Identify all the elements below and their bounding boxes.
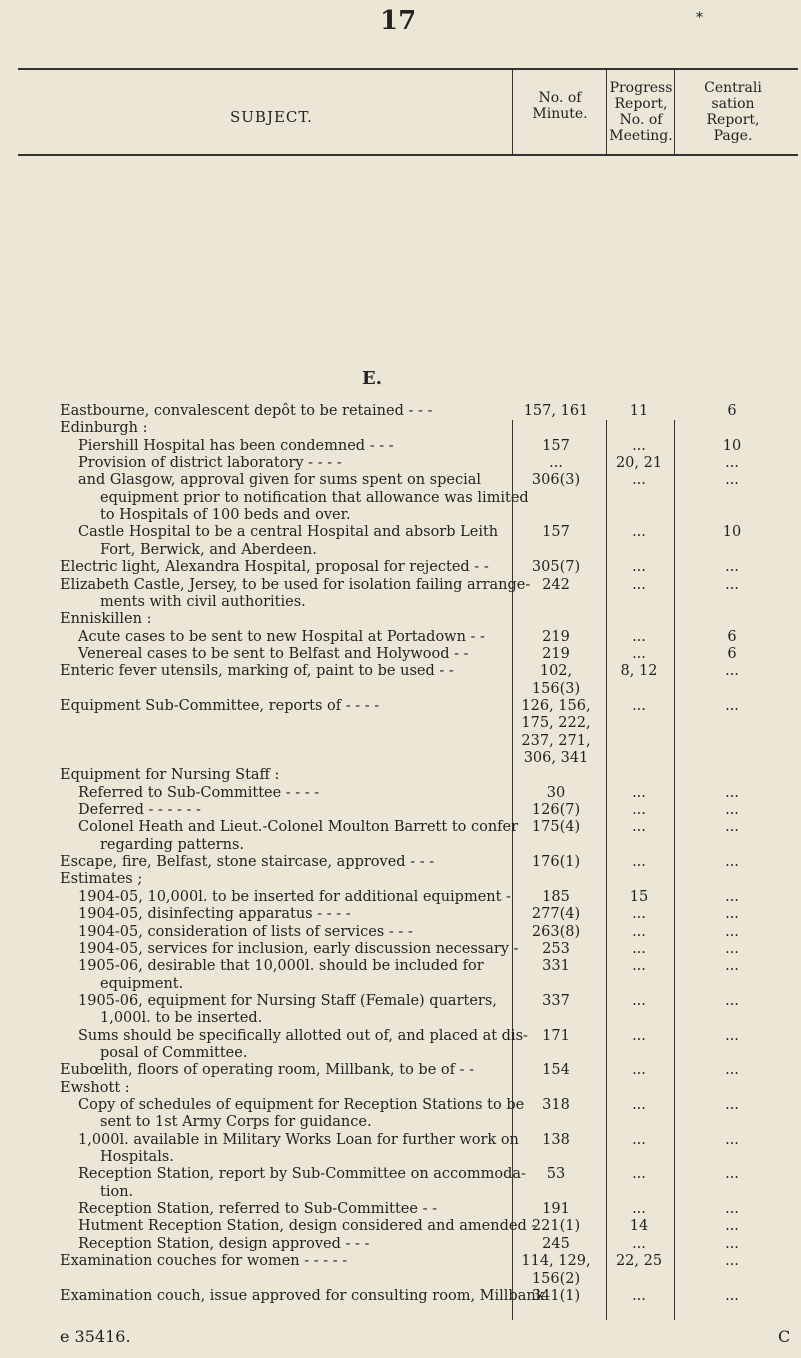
entry-centralisation-page: ... [725, 888, 739, 905]
entry-centralisation-page: ... [725, 958, 739, 975]
entry-subject: Acute cases to be sent to new Hospital at Portadown - - [78, 628, 485, 645]
entry-progress-report: ... [632, 1062, 646, 1079]
entry-progress-report: ... [632, 1287, 646, 1304]
entry-subject: 1905-06, desirable that 10,000l. should be included for [78, 958, 484, 975]
entry-minute-number: 157 [542, 524, 570, 541]
entry-minute-number: 126, 156, [521, 697, 591, 714]
entry-subject: Reception Station, report by Sub-Committee on accommoda- [78, 1166, 526, 1183]
entry-minute-number: 305(7) [531, 559, 581, 576]
entry-subject: and Glasgow, approval given for sums spent on special [78, 472, 482, 489]
entry-minute-number: 277(4) [531, 906, 581, 923]
centralisation-header-line-1: Centrali [704, 80, 762, 96]
entry-minute-number: 341(1) [531, 1287, 581, 1304]
entry-centralisation-page: ... [725, 923, 739, 940]
entry-minute-number: 318 [542, 1097, 570, 1113]
entry-progress-report: ... [632, 1131, 646, 1148]
entry-centralisation-page: ... [725, 802, 739, 819]
entry-centralisation-page: ... [725, 576, 739, 593]
entry-progress-report: ... [632, 819, 646, 836]
entry-progress-report: ... [632, 697, 646, 714]
entry-subject: Copy of schedules of equipment for Reception Stations to be [78, 1097, 525, 1113]
entry-subject: 1,000l. to be inserted. [100, 1010, 263, 1027]
entry-centralisation-page: 6 [727, 403, 737, 419]
column-divider-2 [606, 420, 607, 1320]
entry-progress-report: ... [632, 958, 646, 975]
entry-subject: posal of Committee. [100, 1044, 248, 1061]
entry-subject: Escape, fire, Belfast, stone staircase, approved - - - [60, 854, 435, 871]
entry-centralisation-page: ... [725, 697, 739, 714]
entry-progress-report: ... [632, 1027, 646, 1044]
entry-progress-report: ... [632, 1201, 646, 1218]
entry-minute-number: 114, 129, [521, 1253, 591, 1270]
entry-centralisation-page: ... [725, 1027, 739, 1044]
entry-subject: Eubœlith, floors of operating room, Millbank, to be of - - [60, 1062, 475, 1079]
entry-centralisation-page: ... [725, 1062, 739, 1079]
entry-centralisation-page: ... [725, 784, 739, 801]
entry-centralisation-page: ... [725, 1253, 739, 1270]
entry-subject: Referred to Sub-Committee - - - - [78, 784, 320, 801]
entry-progress-report: ... [632, 576, 646, 593]
entry-subject: Enteric fever utensils, marking of, paint to be used - - [60, 663, 454, 680]
entry-progress-report: ... [632, 437, 646, 454]
header-bottom-rule [18, 154, 798, 156]
progress-header [608, 80, 674, 144]
entry-centralisation-page: ... [725, 1218, 739, 1235]
entry-subject: Eastbourne, convalescent depôt to be retained - - - [60, 403, 433, 419]
entry-centralisation-page: ... [725, 1131, 739, 1148]
entry-subject: Enniskillen : [60, 611, 152, 628]
entry-progress-report: ... [632, 906, 646, 923]
entry-progress-report: ... [632, 923, 646, 940]
top-rule [18, 68, 798, 70]
entry-minute-number: 175(4) [531, 819, 581, 836]
entry-minute-number: 331 [542, 958, 570, 975]
entry-progress-report: ... [632, 524, 646, 541]
entry-centralisation-page: 6 [727, 628, 737, 645]
entry-subject: Castle Hospital to be a central Hospital and absorb Leith [78, 524, 499, 541]
entry-subject: ments with civil authorities. [100, 593, 306, 610]
entry-minute-number: 154 [542, 1062, 570, 1079]
entry-subject: tion. [100, 1183, 134, 1200]
section-letter: E. [362, 368, 382, 389]
entry-progress-report: ... [632, 472, 646, 489]
entry-progress-report: 15 [629, 888, 649, 905]
entry-minute-number: 171 [542, 1027, 570, 1044]
entry-minute-number: 157, 161 [523, 403, 589, 419]
entry-minute-number: 219 [542, 645, 570, 662]
minute-header-line-1: No. of [538, 90, 582, 106]
entry-centralisation-page: ... [725, 906, 739, 923]
entry-subject: Ewshott : [60, 1079, 130, 1096]
entry-centralisation-page: ... [725, 472, 739, 489]
entry-minute-number: 263(8) [531, 923, 581, 940]
entry-minute-number: 156(3) [531, 680, 581, 697]
entry-minute-number: 245 [542, 1235, 570, 1252]
entry-minute-number: 53 [546, 1166, 566, 1183]
entry-subject: Reception Station, design approved - - - [78, 1235, 370, 1252]
footer-mark: C [778, 1327, 791, 1346]
page-number: 17 [380, 6, 417, 36]
header-divider-3 [674, 70, 675, 154]
entry-minute-number: 219 [542, 628, 570, 645]
progress-header-line-1: Progress [609, 80, 673, 96]
entry-progress-report: 20, 21 [615, 455, 663, 472]
entry-subject: Provision of district laboratory - - - - [78, 455, 342, 472]
entry-subject: Hospitals. [100, 1149, 174, 1166]
entry-subject: regarding patterns. [100, 836, 245, 853]
entry-subject: to Hospitals of 100 beds and over. [100, 507, 351, 524]
entry-subject: 1,000l. available in Military Works Loan for further work on [78, 1131, 519, 1148]
entry-progress-report: ... [632, 854, 646, 871]
entry-minute-number: 191 [542, 1201, 570, 1218]
entry-minute-number: 237, 271, [521, 732, 591, 749]
entry-subject: Electric light, Alexandra Hospital, proposal for rejected - - [60, 559, 489, 576]
minute-header [516, 90, 604, 122]
entry-centralisation-page: ... [725, 1097, 739, 1113]
entry-subject: Equipment for Nursing Staff : [60, 767, 280, 784]
centralisation-header-line-3: Report, [706, 112, 760, 128]
entry-progress-report: 11 [629, 403, 649, 419]
entry-subject: Equipment Sub-Committee, reports of - - - - [60, 697, 380, 714]
entry-minute-number: 306, 341 [523, 750, 589, 766]
entry-subject: 1904-05, services for inclusion, early discussion necessary - [78, 940, 519, 957]
minute-header-line-2: Minute. [532, 106, 588, 122]
entry-progress-report: ... [632, 784, 646, 801]
subject-header: SUBJECT. [230, 108, 313, 126]
entry-centralisation-page: ... [725, 1166, 739, 1183]
entry-progress-report: ... [632, 1166, 646, 1183]
entry-subject: 1904-05, 10,000l. to be inserted for additional equipment - [78, 888, 511, 905]
entry-subject: Colonel Heath and Lieut.-Colonel Moulton Barrett to confer [78, 819, 519, 836]
entry-centralisation-page: ... [725, 663, 739, 680]
entry-minute-number: 126(7) [531, 802, 581, 819]
entry-progress-report: ... [632, 992, 646, 1009]
entry-progress-report: ... [632, 940, 646, 957]
entry-minute-number: 185 [542, 888, 570, 905]
entry-subject: 1905-06, equipment for Nursing Staff (Female) quarters, [78, 992, 497, 1009]
entry-progress-report: ... [632, 1235, 646, 1252]
entry-centralisation-page: 10 [722, 524, 742, 541]
entry-minute-number: 175, 222, [521, 715, 591, 732]
entry-subject: equipment prior to notification that allowance was limited [100, 489, 529, 506]
entry-minute-number: 253 [542, 940, 570, 957]
entry-subject: Reception Station, referred to Sub-Committee - - [78, 1201, 437, 1218]
entry-subject: Examination couches for women - - - - - [60, 1253, 348, 1270]
entry-centralisation-page: ... [725, 1201, 739, 1218]
corner-mark: * [696, 10, 703, 26]
entry-subject: Fort, Berwick, and Aberdeen. [100, 541, 317, 558]
entry-progress-report: 8, 12 [620, 663, 658, 680]
entry-minute-number: 102, [539, 663, 573, 680]
entry-progress-report: ... [632, 628, 646, 645]
entry-minute-number: 138 [542, 1131, 570, 1148]
entry-centralisation-page: ... [725, 992, 739, 1009]
entry-centralisation-page: 10 [722, 437, 742, 454]
entry-centralisation-page: ... [725, 854, 739, 871]
entry-subject: Deferred - - - - - - [78, 802, 201, 819]
entry-subject: sent to 1st Army Corps for guidance. [100, 1114, 372, 1131]
entry-progress-report: ... [632, 645, 646, 662]
entry-progress-report: ... [632, 1097, 646, 1113]
entry-minute-number: 176(1) [531, 854, 581, 871]
entry-minute-number: 30 [546, 784, 566, 801]
entry-minute-number: 337 [542, 992, 570, 1009]
centralisation-header-line-2: sation [711, 96, 755, 112]
column-divider-3 [674, 420, 675, 1320]
entry-centralisation-page: ... [725, 819, 739, 836]
entry-subject: Edinburgh : [60, 420, 148, 437]
entry-subject: Hutment Reception Station, design considered and amended - [78, 1218, 537, 1235]
entry-minute-number: 156(2) [531, 1270, 581, 1287]
entry-subject: Elizabeth Castle, Jersey, to be used for isolation failing arrange- [60, 576, 531, 593]
footer-reference: e 35416. [60, 1327, 131, 1346]
entry-progress-report: ... [632, 559, 646, 576]
progress-header-line-4: Meeting. [609, 128, 673, 144]
entry-subject: Sums should be specifically allotted out of, and placed at dis- [78, 1027, 528, 1044]
entry-minute-number: 306(3) [531, 472, 581, 489]
centralisation-header-line-4: Page. [713, 128, 753, 144]
entry-centralisation-page: ... [725, 1287, 739, 1304]
entry-centralisation-page: ... [725, 559, 739, 576]
header-divider-2 [606, 70, 607, 154]
entry-subject: equipment. [100, 975, 184, 992]
entry-centralisation-page: ... [725, 1235, 739, 1252]
entry-centralisation-page: ... [725, 455, 739, 472]
entry-minute-number: 242 [542, 576, 570, 593]
progress-header-line-2: Report, [614, 96, 668, 112]
progress-header-line-3: No. of [619, 112, 663, 128]
entry-minute-number: 157 [542, 437, 570, 454]
entry-minute-number: 221(1) [531, 1218, 581, 1235]
entry-subject: 1904-05, disinfecting apparatus - - - - [78, 906, 351, 923]
entry-centralisation-page: ... [725, 940, 739, 957]
entry-progress-report: ... [632, 802, 646, 819]
entry-subject: Estimates ; [60, 871, 143, 888]
entry-subject: Piershill Hospital has been condemned - - - [78, 437, 394, 454]
entry-progress-report: 14 [629, 1218, 649, 1235]
entry-progress-report: 22, 25 [615, 1253, 663, 1270]
entry-subject: 1904-05, consideration of lists of services - - - [78, 923, 413, 940]
entry-subject: Venereal cases to be sent to Belfast and Holywood - - [78, 645, 469, 662]
entry-minute-number: ... [549, 455, 563, 472]
entry-subject: Examination couch, issue approved for consulting room, Millbank [60, 1287, 545, 1304]
entry-centralisation-page: 6 [727, 645, 737, 662]
centralisation-header [678, 80, 788, 144]
header-divider-1 [512, 70, 513, 154]
